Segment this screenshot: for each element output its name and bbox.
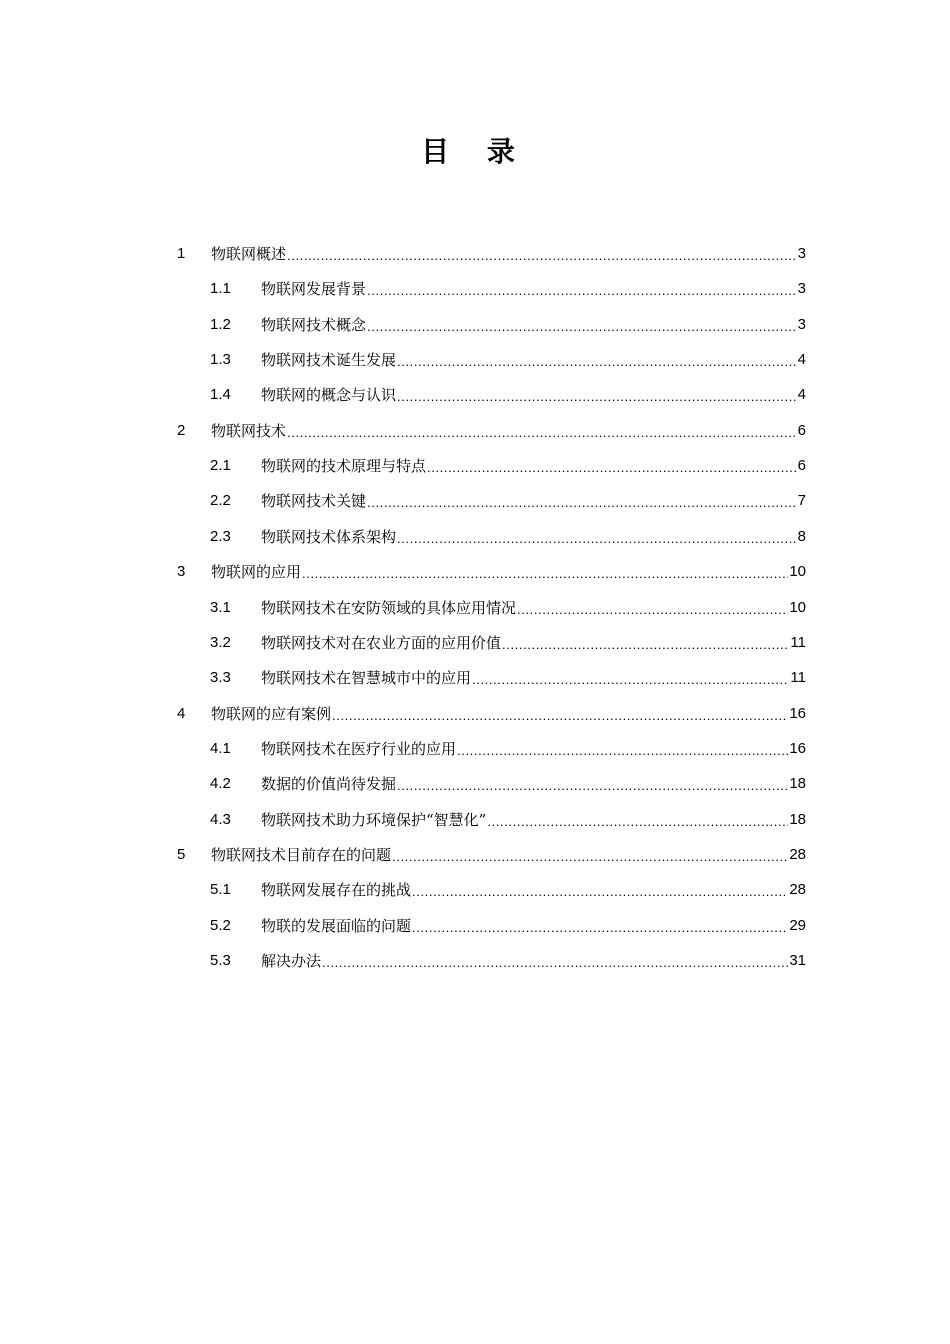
toc-chapter-entry[interactable] [177,236,806,271]
toc-entry-number: 4.2 [210,775,231,793]
toc-section-entry[interactable] [210,519,806,554]
toc-entry-page-number: 3 [797,280,806,298]
toc-entry-title: 物联网的应有案例 [211,704,332,723]
toc-entry-page-number: 10 [789,563,806,581]
toc-dot-leader [427,461,797,483]
toc-entry-number: 5.2 [210,916,231,934]
toc-dot-leader [392,850,788,872]
toc-dot-leader [302,567,788,589]
toc-entry-page-number: 11 [790,633,806,651]
toc-entry-page-number: 18 [789,810,806,828]
toc-section-entry[interactable] [210,625,806,660]
toc-entry-number: 5 [177,845,186,863]
toc-chapter-entry[interactable] [177,696,806,731]
toc-dot-leader [397,355,797,377]
toc-entry-number: 2 [177,421,186,439]
toc-entry-page-number: 7 [797,492,806,510]
toc-dot-leader [397,390,797,412]
toc-chapter-entry[interactable] [177,413,806,448]
toc-entry-page-number: 3 [797,315,806,333]
toc-entry-title: 物联网概述 [211,245,287,263]
toc-dot-leader [322,956,788,978]
toc-entry-page-number: 4 [797,386,806,404]
toc-section-entry[interactable] [210,872,806,907]
toc-entry-title: 物联网技术在智慧城市中的应用 [261,669,472,688]
toc-section-entry[interactable] [210,342,806,377]
toc-entry-number: 4.1 [210,739,231,757]
toc-entry-number: 1.1 [210,280,231,298]
toc-dot-leader [287,249,797,271]
toc-entry-page-number: 3 [797,245,806,262]
toc-entry-number: 1.2 [210,315,231,333]
toc-entry-title: 物联网技术 [211,421,287,440]
toc-dot-leader [367,320,797,342]
toc-section-entry[interactable] [210,660,806,695]
toc-dot-leader [397,779,788,801]
toc-entry-title: 物联网的应用 [211,563,302,582]
toc-section-entry[interactable] [210,731,806,766]
toc-entry-number: 1 [177,245,186,262]
toc-entry-title: 物联网发展存在的挑战 [261,881,412,900]
toc-entry-title: 物联网技术体系架构 [261,527,397,546]
toc-dot-leader [412,921,788,943]
toc-entry-number: 5.3 [210,952,231,969]
toc-entry-title: 物联网技术在医疗行业的应用 [261,739,457,758]
toc-section-entry[interactable] [210,483,806,518]
toc-section-entry[interactable] [210,766,806,801]
toc-entry-page-number: 4 [797,351,806,369]
toc-entry-title: 物联网技术对在农业方面的应用价值 [261,633,502,652]
toc-entry-title: 物联网技术关键 [261,492,367,511]
toc-entry-page-number: 6 [797,457,806,475]
toc-entry-page-number: 16 [789,739,806,757]
toc-entry-number: 3 [177,563,186,581]
toc-entry-title: 物联的发展面临的问题 [261,916,412,935]
toc-entry-page-number: 10 [789,598,806,616]
toc-section-entry[interactable] [210,307,806,342]
toc-entry-title: 物联网发展背景 [261,280,367,299]
toc-entry-number: 3.2 [210,633,231,651]
toc-section-entry[interactable] [210,908,806,943]
toc-entry-number: 3.1 [210,598,231,616]
toc-entry-number: 3.3 [210,669,231,687]
toc-entry-number: 1.4 [210,386,231,404]
toc-entry-title: 物联网的技术原理与特点 [261,457,427,476]
toc-section-entry[interactable] [210,377,806,412]
toc-entry-number: 2.3 [210,527,231,545]
toc-section-entry[interactable] [210,448,806,483]
toc-dot-leader [332,709,788,731]
toc-section-entry[interactable] [210,802,806,837]
toc-entry-title: 物联网的概念与认识 [261,386,397,405]
toc-entry-number: 5.1 [210,881,231,899]
page-title: 目 录 [421,135,529,168]
toc-chapter-entry[interactable] [177,837,806,872]
toc-dot-leader [457,744,788,766]
toc-dot-leader [487,815,788,837]
toc-section-entry[interactable] [210,943,806,978]
toc-section-entry[interactable] [210,271,806,306]
toc-dot-leader [367,284,797,306]
toc-dot-leader [412,885,788,907]
toc-dot-leader [287,426,797,448]
toc-entry-title: 物联网技术概念 [261,315,367,334]
toc-entry-page-number: 18 [789,775,806,793]
toc-dot-leader [472,673,789,695]
toc-entry-page-number: 29 [789,916,806,934]
toc-entry-page-number: 11 [790,669,806,687]
toc-entry-title: 解决办法 [261,952,322,970]
toc-dot-leader [502,638,789,660]
toc-entry-page-number: 6 [797,421,806,439]
toc-entry-title: 物联网技术目前存在的问题 [211,845,392,864]
toc-dot-leader [397,532,797,554]
toc-dot-leader [367,496,797,518]
toc-entry-number: 2.2 [210,492,231,510]
toc-entry-page-number: 28 [789,845,806,863]
toc-section-entry[interactable] [210,590,806,625]
toc-entry-number: 4.3 [210,810,231,828]
toc-dot-leader [517,603,788,625]
toc-entry-title: 物联网技术助力环境保护“智慧化” [261,810,487,829]
toc-entry-page-number: 28 [789,881,806,899]
toc-entry-title: 物联网技术诞生发展 [261,351,397,370]
toc-entry-title: 物联网技术在安防领域的具体应用情况 [261,598,517,617]
toc-entry-title: 数据的价值尚待发掘 [261,775,397,794]
toc-chapter-entry[interactable] [177,554,806,589]
toc-entry-page-number: 8 [797,527,806,545]
toc-entry-number: 1.3 [210,351,231,369]
toc-entry-page-number: 31 [789,952,806,969]
toc-entry-page-number: 16 [789,704,806,722]
toc-entry-number: 4 [177,704,186,722]
toc-entry-number: 2.1 [210,457,231,475]
